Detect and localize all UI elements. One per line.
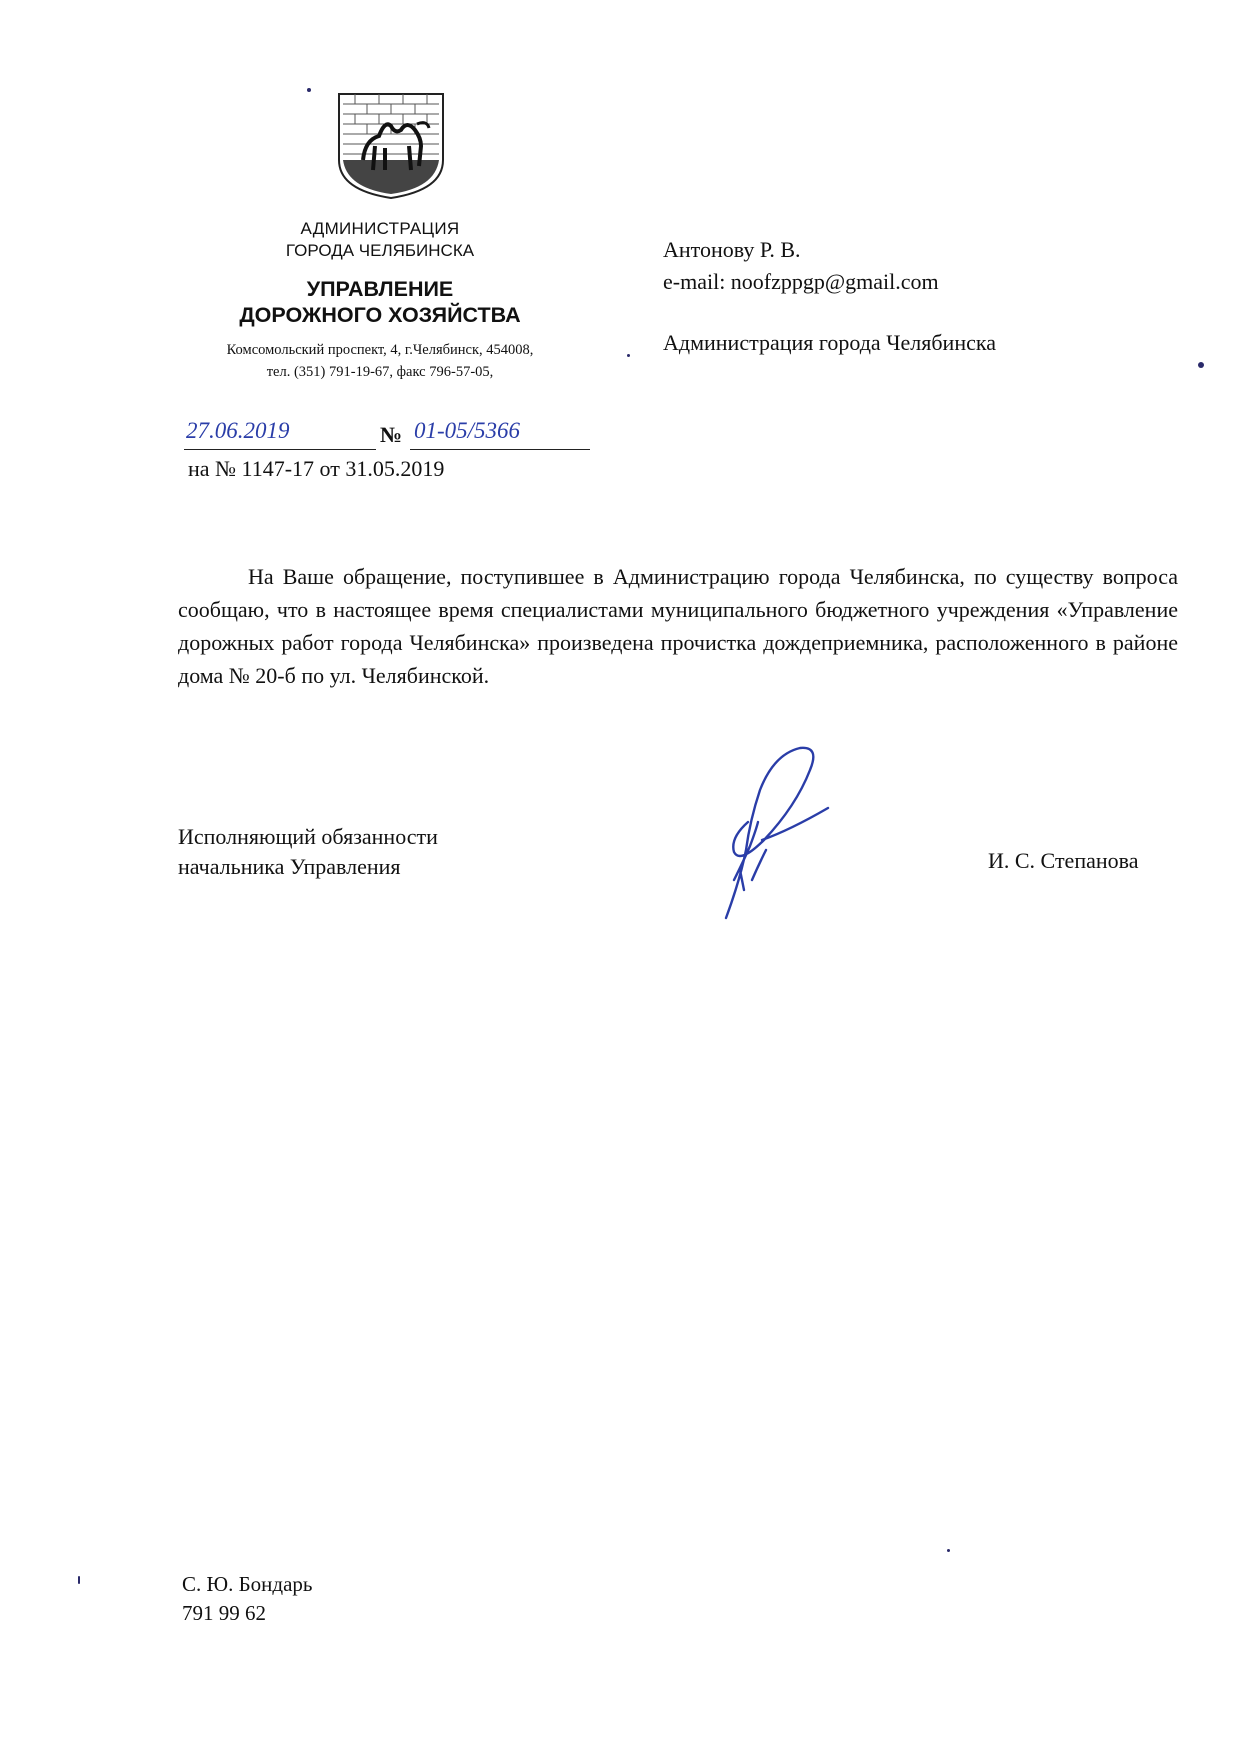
- scan-speck: [307, 88, 311, 92]
- letterhead-contacts: тел. (351) 791-19-67, факс 796-57-05,: [266, 364, 494, 380]
- scan-speck: [1198, 362, 1204, 368]
- handwritten-signature: [700, 730, 880, 930]
- scan-speck: [627, 354, 630, 357]
- date-underline: [184, 449, 376, 450]
- scan-speck: [78, 1576, 80, 1584]
- executor-name: С. Ю. Бондарь: [182, 1572, 313, 1596]
- signatory-role: [178, 822, 438, 882]
- letterhead-address: Комсомольский проспект, 4, г.Челябинск, 454008,: [226, 342, 534, 358]
- city-coat-of-arms-icon: [335, 90, 447, 200]
- registration-date: 27.06.2019: [186, 418, 290, 443]
- admin-name-line2: ГОРОДА ЧЕЛЯБИНСКА: [285, 241, 475, 260]
- executor-phone: 791 99 62: [182, 1601, 266, 1625]
- body-paragraph: На Ваше обращение, поступившее в Администрацию города Челябинска, по существу вопроса сообщаю, что в настоящее время специалистами муниципального бюджетного учреждения «Управление дорожных работ города Челябинска» произведена прочистка дождеприемника, расположенного в районе дома № 20-б по ул. Челябинской.: [178, 564, 1178, 688]
- registration-number: 01-05/5366: [414, 418, 521, 443]
- number-underline: [410, 449, 590, 450]
- addressee-email: e-mail: noofzppgp@gmail.com: [663, 269, 939, 294]
- admin-name-line1: АДМИНИСТРАЦИЯ: [300, 219, 460, 238]
- reply-reference: на № 1147-17 от 31.05.2019: [188, 456, 445, 481]
- scan-speck: [947, 1549, 950, 1552]
- number-sign: №: [380, 422, 403, 447]
- signatory-role-line1: Исполняющий обязанности: [178, 824, 438, 849]
- addressee-name: Антонову Р. В.: [663, 237, 801, 262]
- letter-body: [178, 560, 1178, 692]
- department-name-line2: ДОРОЖНОГО ХОЗЯЙСТВА: [239, 303, 521, 327]
- department-name-line1: УПРАВЛЕНИЕ: [306, 277, 454, 301]
- addressee-organization: Администрация города Челябинска: [663, 330, 996, 355]
- executor-info: [182, 1570, 312, 1628]
- signatory-name: И. С. Степанова: [988, 848, 1139, 873]
- signatory-role-line2: начальника Управления: [178, 854, 401, 879]
